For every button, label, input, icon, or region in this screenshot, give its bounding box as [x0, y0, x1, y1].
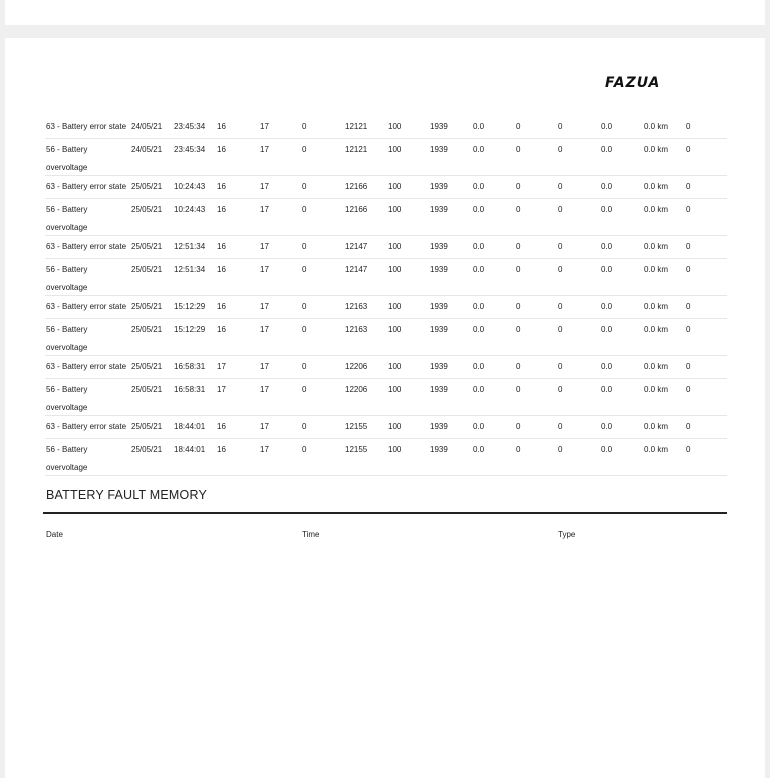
cell-time: 10:24:43 — [174, 205, 206, 214]
cell-c4: 12121 — [345, 145, 368, 154]
cell-c4: 12166 — [345, 205, 368, 214]
table-row — [45, 139, 727, 176]
cell-c11: 0.0 km — [644, 182, 669, 191]
cell-c10: 0.0 — [601, 205, 613, 214]
cell-c5: 100 — [388, 385, 402, 394]
cell-c8: 0 — [516, 385, 521, 394]
cell-date: 24/05/21 — [131, 145, 163, 154]
cell-c6: 1939 — [430, 205, 448, 214]
cell-c3: 0 — [302, 385, 307, 394]
cell-c2: 17 — [260, 182, 269, 191]
cell-c2: 17 — [260, 385, 269, 394]
cell-date: 25/05/21 — [131, 325, 163, 334]
cell-c10: 0.0 — [601, 122, 613, 131]
fault-memory-title: BATTERY FAULT MEMORY — [46, 488, 207, 502]
cell-c9: 0 — [558, 242, 563, 251]
cell-date: 25/05/21 — [131, 385, 163, 394]
cell-c4: 12163 — [345, 302, 368, 311]
cell-c8: 0 — [516, 205, 521, 214]
cell-c7: 0.0 — [473, 265, 485, 274]
cell-c9: 0 — [558, 122, 563, 131]
cell-c7: 0.0 — [473, 122, 485, 131]
table-row — [45, 439, 727, 476]
cell-c4: 12206 — [345, 385, 368, 394]
cell-c8: 0 — [516, 325, 521, 334]
cell-type: 56 - Battery overvoltage — [46, 385, 88, 412]
cell-type: 56 - Battery overvoltage — [46, 325, 88, 352]
cell-date: 25/05/21 — [131, 422, 163, 431]
cell-date: 25/05/21 — [131, 302, 163, 311]
cell-c6: 1939 — [430, 445, 448, 454]
cell-time: 12:51:34 — [174, 242, 206, 251]
cell-c5: 100 — [388, 265, 402, 274]
cell-c7: 0.0 — [473, 205, 485, 214]
cell-c11: 0.0 km — [644, 122, 669, 131]
cell-time: 18:44:01 — [174, 445, 206, 454]
cell-c10: 0.0 — [601, 265, 613, 274]
cell-c12: 0 — [686, 362, 691, 371]
cell-c9: 0 — [558, 205, 563, 214]
table-row — [45, 379, 727, 416]
cell-c4: 12147 — [345, 265, 368, 274]
cell-c9: 0 — [558, 362, 563, 371]
cell-c11: 0.0 km — [644, 325, 669, 334]
cell-c4: 12166 — [345, 182, 368, 191]
cell-c3: 0 — [302, 122, 307, 131]
fault-memory-divider — [43, 512, 727, 514]
cell-c7: 0.0 — [473, 325, 485, 334]
cell-c1: 16 — [217, 265, 226, 274]
cell-c5: 100 — [388, 325, 402, 334]
cell-c12: 0 — [686, 122, 691, 131]
cell-c2: 17 — [260, 265, 269, 274]
cell-c3: 0 — [302, 325, 307, 334]
cell-c10: 0.0 — [601, 302, 613, 311]
cell-c4: 12147 — [345, 242, 368, 251]
cell-date: 25/05/21 — [131, 445, 163, 454]
cell-c4: 12163 — [345, 325, 368, 334]
cell-c2: 17 — [260, 205, 269, 214]
cell-c9: 0 — [558, 302, 563, 311]
cell-c1: 16 — [217, 422, 226, 431]
cell-type: 56 - Battery overvoltage — [46, 265, 88, 292]
cell-c11: 0.0 km — [644, 302, 669, 311]
cell-c12: 0 — [686, 325, 691, 334]
cell-c3: 0 — [302, 422, 307, 431]
cell-time: 15:12:29 — [174, 302, 206, 311]
cell-c11: 0.0 km — [644, 362, 669, 371]
cell-c1: 16 — [217, 325, 226, 334]
fault-memory-header-type: Type — [558, 530, 576, 539]
cell-c2: 17 — [260, 302, 269, 311]
cell-time: 16:58:31 — [174, 385, 206, 394]
cell-c12: 0 — [686, 422, 691, 431]
cell-c10: 0.0 — [601, 182, 613, 191]
cell-c9: 0 — [558, 145, 563, 154]
cell-date: 25/05/21 — [131, 242, 163, 251]
cell-c11: 0.0 km — [644, 145, 669, 154]
table-row — [45, 296, 727, 319]
cell-c7: 0.0 — [473, 385, 485, 394]
cell-c12: 0 — [686, 302, 691, 311]
cell-c3: 0 — [302, 145, 307, 154]
cell-c11: 0.0 km — [644, 242, 669, 251]
cell-c8: 0 — [516, 122, 521, 131]
cell-c6: 1939 — [430, 182, 448, 191]
table-row — [45, 319, 727, 356]
cell-time: 12:51:34 — [174, 265, 206, 274]
cell-c3: 0 — [302, 265, 307, 274]
cell-c6: 1939 — [430, 122, 448, 131]
table-row — [45, 116, 727, 139]
cell-c5: 100 — [388, 145, 402, 154]
cell-c10: 0.0 — [601, 145, 613, 154]
cell-c8: 0 — [516, 182, 521, 191]
cell-c11: 0.0 km — [644, 265, 669, 274]
cell-c8: 0 — [516, 445, 521, 454]
cell-type: 56 - Battery overvoltage — [46, 205, 88, 232]
cell-c10: 0.0 — [601, 362, 613, 371]
table-row — [45, 259, 727, 296]
cell-c3: 0 — [302, 205, 307, 214]
fazua-logo-mark — [605, 75, 685, 89]
cell-c7: 0.0 — [473, 422, 485, 431]
cell-c12: 0 — [686, 242, 691, 251]
cell-c8: 0 — [516, 242, 521, 251]
fault-memory-header-time: Time — [302, 530, 320, 539]
cell-c3: 0 — [302, 302, 307, 311]
cell-type: 63 - Battery error state — [46, 362, 127, 371]
cell-c2: 17 — [260, 145, 269, 154]
cell-c12: 0 — [686, 445, 691, 454]
cell-c8: 0 — [516, 145, 521, 154]
cell-c10: 0.0 — [601, 385, 613, 394]
cell-time: 15:12:29 — [174, 325, 206, 334]
cell-c4: 12206 — [345, 362, 368, 371]
report-page — [5, 38, 765, 778]
cell-c12: 0 — [686, 145, 691, 154]
cell-c11: 0.0 km — [644, 385, 669, 394]
cell-c1: 16 — [217, 302, 226, 311]
cell-date: 25/05/21 — [131, 182, 163, 191]
cell-type: 63 - Battery error state — [46, 302, 127, 311]
cell-c1: 16 — [217, 182, 226, 191]
cell-c1: 17 — [217, 362, 226, 371]
cell-c3: 0 — [302, 445, 307, 454]
cell-c11: 0.0 km — [644, 205, 669, 214]
cell-c2: 17 — [260, 362, 269, 371]
cell-c2: 17 — [260, 242, 269, 251]
cell-c8: 0 — [516, 422, 521, 431]
cell-c1: 16 — [217, 205, 226, 214]
cell-c11: 0.0 km — [644, 445, 669, 454]
cell-c2: 17 — [260, 122, 269, 131]
cell-c5: 100 — [388, 362, 402, 371]
cell-c5: 100 — [388, 205, 402, 214]
cell-c1: 16 — [217, 242, 226, 251]
cell-c12: 0 — [686, 182, 691, 191]
cell-type: 63 - Battery error state — [46, 182, 127, 191]
cell-c10: 0.0 — [601, 445, 613, 454]
cell-type: 56 - Battery overvoltage — [46, 145, 88, 172]
cell-c9: 0 — [558, 385, 563, 394]
cell-c4: 12121 — [345, 122, 368, 131]
cell-c7: 0.0 — [473, 445, 485, 454]
cell-c6: 1939 — [430, 242, 448, 251]
cell-c1: 16 — [217, 145, 226, 154]
cell-c12: 0 — [686, 205, 691, 214]
cell-c7: 0.0 — [473, 302, 485, 311]
cell-date: 25/05/21 — [131, 362, 163, 371]
cell-c6: 1939 — [430, 385, 448, 394]
cell-date: 24/05/21 — [131, 122, 163, 131]
battery-error-table — [45, 116, 727, 476]
cell-c4: 12155 — [345, 422, 368, 431]
table-row — [45, 356, 727, 379]
cell-type: 63 - Battery error state — [46, 422, 127, 431]
cell-c2: 17 — [260, 325, 269, 334]
cell-type: 63 - Battery error state — [46, 242, 127, 251]
svg-text:FAZUA: FAZUA — [605, 75, 661, 89]
cell-c7: 0.0 — [473, 182, 485, 191]
fault-memory-header-date: Date — [46, 530, 63, 539]
cell-c5: 100 — [388, 302, 402, 311]
cell-c6: 1939 — [430, 362, 448, 371]
cell-c2: 17 — [260, 422, 269, 431]
cell-c1: 16 — [217, 445, 226, 454]
previous-page-bottom — [5, 0, 765, 25]
fazua-logo — [605, 75, 685, 94]
cell-c10: 0.0 — [601, 325, 613, 334]
cell-c2: 17 — [260, 445, 269, 454]
table-row — [45, 236, 727, 259]
cell-c7: 0.0 — [473, 362, 485, 371]
cell-type: 63 - Battery error state — [46, 122, 127, 131]
cell-c10: 0.0 — [601, 422, 613, 431]
cell-c9: 0 — [558, 265, 563, 274]
cell-c12: 0 — [686, 265, 691, 274]
cell-time: 18:44:01 — [174, 422, 206, 431]
table-row — [45, 416, 727, 439]
cell-c6: 1939 — [430, 265, 448, 274]
cell-c6: 1939 — [430, 422, 448, 431]
table-row — [45, 199, 727, 236]
cell-c6: 1939 — [430, 325, 448, 334]
cell-date: 25/05/21 — [131, 205, 163, 214]
cell-c3: 0 — [302, 362, 307, 371]
cell-c5: 100 — [388, 422, 402, 431]
cell-c10: 0.0 — [601, 242, 613, 251]
cell-c9: 0 — [558, 445, 563, 454]
cell-c6: 1939 — [430, 302, 448, 311]
cell-c7: 0.0 — [473, 145, 485, 154]
cell-c3: 0 — [302, 182, 307, 191]
cell-c5: 100 — [388, 122, 402, 131]
cell-c11: 0.0 km — [644, 422, 669, 431]
cell-c7: 0.0 — [473, 242, 485, 251]
cell-c8: 0 — [516, 265, 521, 274]
table-row — [45, 176, 727, 199]
cell-c9: 0 — [558, 325, 563, 334]
cell-c8: 0 — [516, 362, 521, 371]
cell-time: 23:45:34 — [174, 122, 206, 131]
cell-c9: 0 — [558, 182, 563, 191]
cell-time: 23:45:34 — [174, 145, 206, 154]
cell-c3: 0 — [302, 242, 307, 251]
cell-c1: 17 — [217, 385, 226, 394]
cell-c5: 100 — [388, 182, 402, 191]
cell-time: 10:24:43 — [174, 182, 206, 191]
cell-c5: 100 — [388, 242, 402, 251]
cell-c4: 12155 — [345, 445, 368, 454]
cell-c6: 1939 — [430, 145, 448, 154]
cell-date: 25/05/21 — [131, 265, 163, 274]
cell-c1: 16 — [217, 122, 226, 131]
cell-c12: 0 — [686, 385, 691, 394]
cell-c5: 100 — [388, 445, 402, 454]
cell-c9: 0 — [558, 422, 563, 431]
cell-type: 56 - Battery overvoltage — [46, 445, 88, 472]
cell-time: 16:58:31 — [174, 362, 206, 371]
cell-c8: 0 — [516, 302, 521, 311]
